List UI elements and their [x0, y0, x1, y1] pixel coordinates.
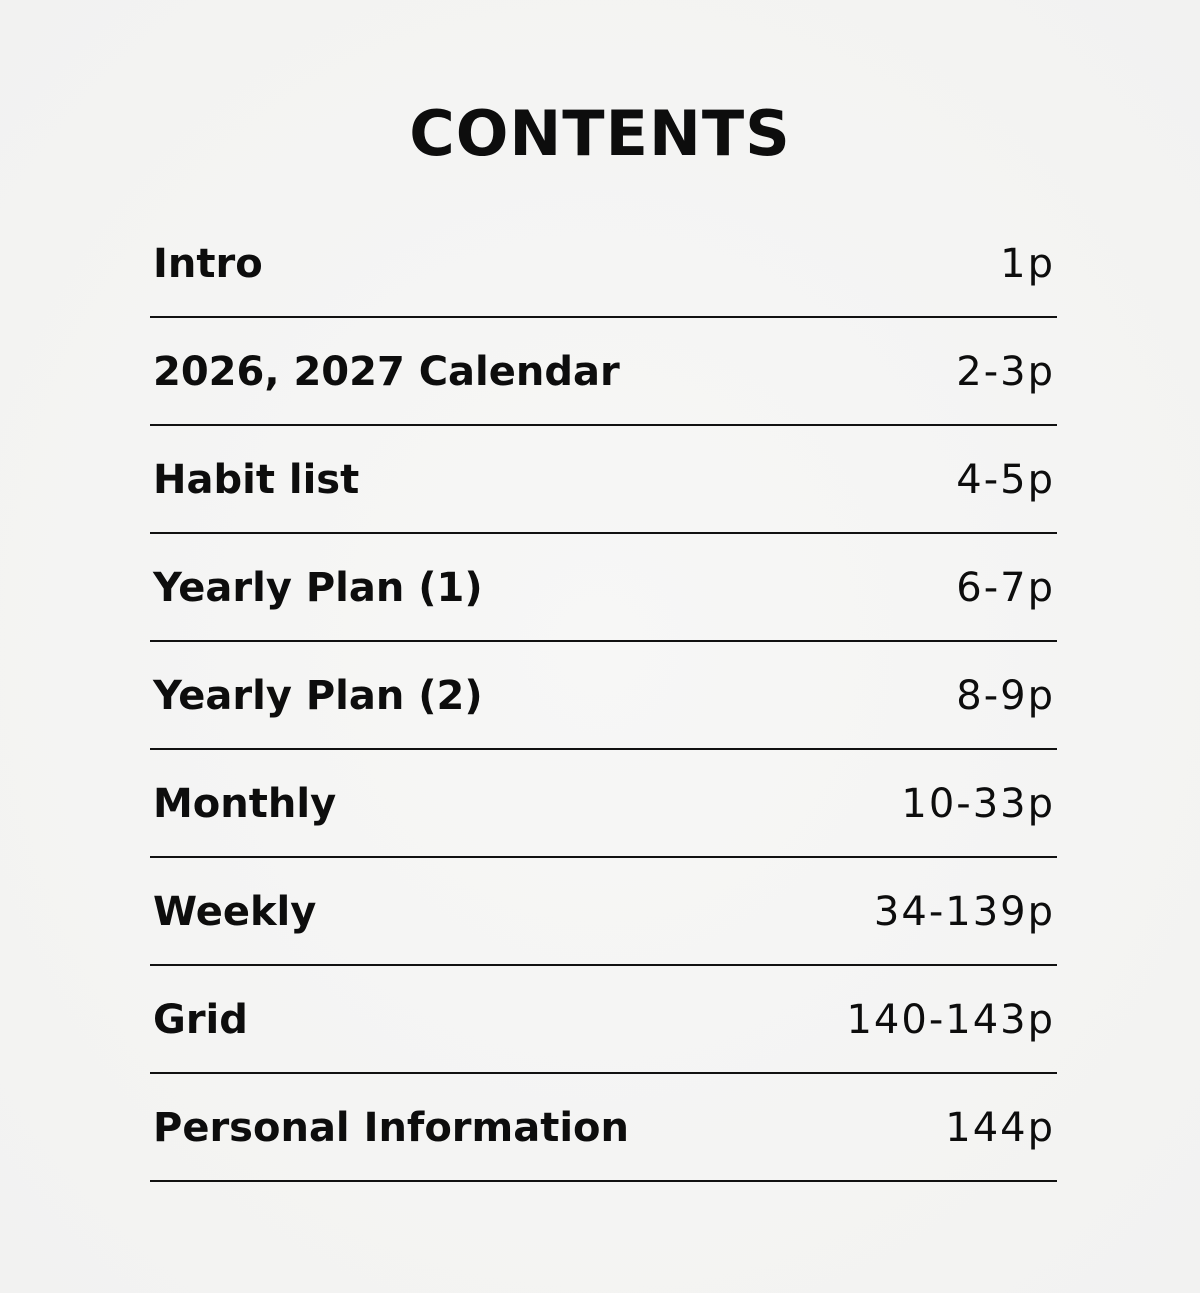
toc-entry-label: Personal Information [153, 1105, 629, 1151]
toc-row-personal-information [150, 1074, 1057, 1182]
toc-row-weekly [150, 858, 1057, 966]
toc-entry-pages: 8-9p [956, 673, 1055, 719]
toc-entry-label: Monthly [153, 781, 337, 827]
toc-entry-pages: 140-143p [846, 997, 1055, 1043]
toc-entry-label: Grid [153, 997, 248, 1043]
toc-entry-pages: 4-5p [956, 457, 1055, 503]
toc-entry-pages: 1p [1000, 241, 1055, 287]
toc-entry-label: Habit list [153, 457, 360, 503]
table-of-contents [150, 208, 1057, 1182]
toc-entry-pages: 144p [945, 1105, 1055, 1151]
toc-entry-label: Intro [153, 241, 263, 287]
toc-row-habit-list [150, 426, 1057, 534]
toc-entry-pages: 34-139p [873, 889, 1055, 935]
page-title: CONTENTS [409, 97, 791, 170]
toc-row-calendar [150, 318, 1057, 426]
toc-entry-label: Yearly Plan (2) [153, 673, 483, 719]
toc-entry-pages: 2-3p [956, 349, 1055, 395]
toc-entry-label: Weekly [153, 889, 317, 935]
toc-row-yearly-plan-2 [150, 642, 1057, 750]
toc-row-intro [150, 208, 1057, 318]
toc-row-monthly [150, 750, 1057, 858]
toc-row-yearly-plan-1 [150, 534, 1057, 642]
toc-entry-label: 2026, 2027 Calendar [153, 349, 620, 395]
toc-entry-label: Yearly Plan (1) [153, 565, 483, 611]
toc-row-grid [150, 966, 1057, 1074]
toc-entry-pages: 10-33p [901, 781, 1055, 827]
toc-entry-pages: 6-7p [956, 565, 1055, 611]
